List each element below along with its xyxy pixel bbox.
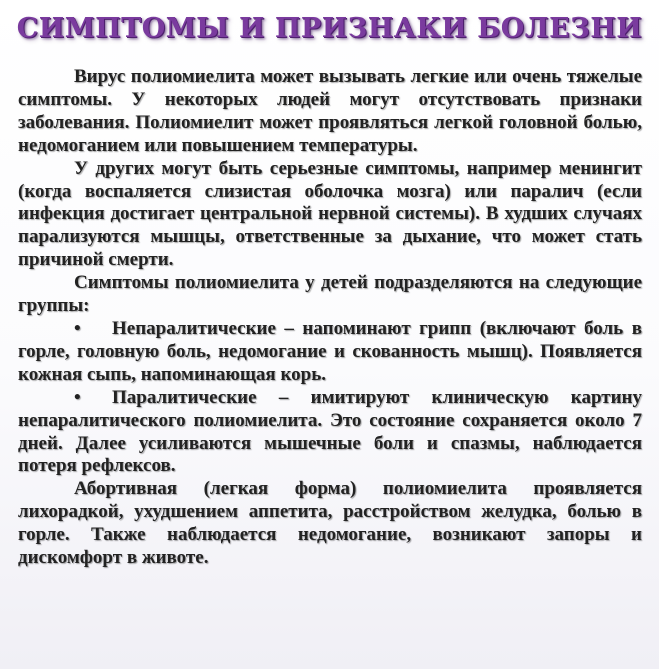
bullet-icon: • bbox=[74, 386, 81, 408]
list-item-text: Непаралитические – напоминают грипп (включают боль в горле, головную боль, недомогание и скованность мышц). Появляется кожная сыпь, напоминающая корь. bbox=[18, 317, 642, 385]
paragraph-abortive-form: Абортивная (легкая форма) полиомиелита проявляется лихорадкой, ухудшением аппетита, расстройством желудка, болью в горле. Также наблюдается недомогание, возникают запоры и дискомфорт в животе. bbox=[18, 478, 642, 569]
list-item-nonparalytic bbox=[18, 318, 642, 387]
paragraph-children-groups: Симптомы полиомиелита у детей подразделяются на следующие группы: bbox=[18, 272, 642, 317]
paragraph-serious-symptoms: У других могут быть серьезные симптомы, например менингит (когда воспаляется слизистая оболочка мозга) или паралич (если инфекция достигает центральной нервной системы). В худших случаях парализуются мышцы, ответственные за дыхание, что может стать причиной смерти. bbox=[18, 157, 642, 271]
page-title: СИМПТОМЫ И ПРИЗНАКИ БОЛЕЗНИ bbox=[16, 13, 643, 44]
body-text bbox=[18, 66, 642, 570]
list-item-paralytic bbox=[18, 387, 642, 479]
list-item-text: Паралитические – имитируют клиническую картину непаралитического полиомиелита. Это состояние сохраняется около 7 дней. Далее усиливаются мышечные боли и спазмы, наблюдается потеря рефлексов. bbox=[18, 386, 642, 477]
bullet-icon: • bbox=[74, 317, 81, 339]
paragraph-symptoms-intro: Вирус полиомиелита может вызывать легкие или очень тяжелые симптомы. У некоторых людей могут отсутствовать признаки заболевания. Полиомиелит может проявляться легкой головной болью, недомоганием или повышением температуры. bbox=[18, 66, 642, 156]
